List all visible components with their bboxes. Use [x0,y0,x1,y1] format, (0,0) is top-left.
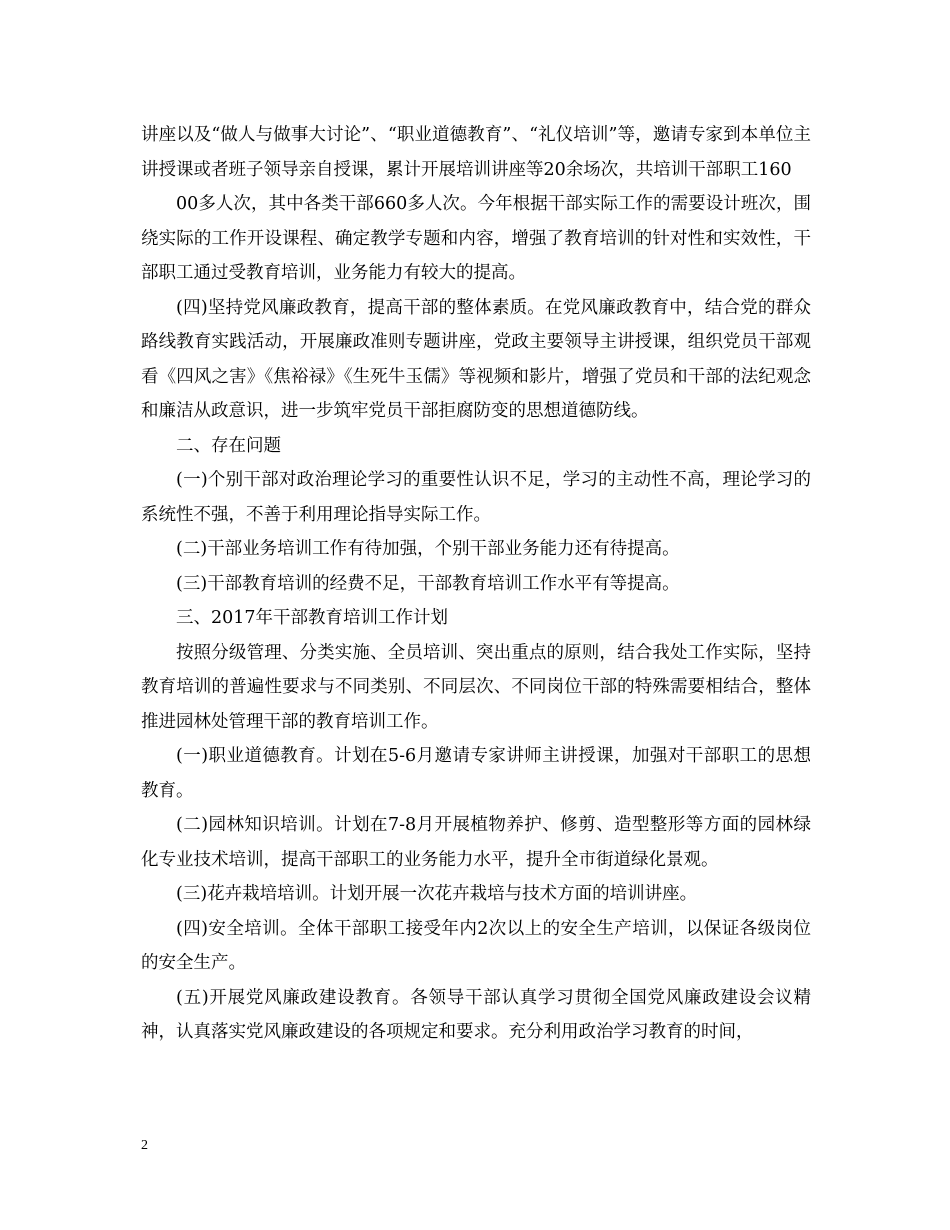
paragraph-plan-ethics: (一)职业道德教育。计划在5-6月邀请专家讲师主讲授课，加强对干部职工的思想教育。 [141,746,811,801]
paragraph-plan-safety: (四)安全培训。全体干部职工接受年内2次以上的安全生产培训，以保证各级岗位的安全生产。 [141,918,811,973]
page-number: 2 [141,1138,148,1153]
paragraph-problem-1: (一)个别干部对政治理论学习的重要性认识不足，学习的主动性不高，理论学习的系统性不强，不善于利用理论指导实际工作。 [141,470,811,525]
paragraph-plan-integrity: (五)开展党风廉政建设教育。各领导干部认真学习贯彻全国党风廉政建设会议精神，认真落实党风廉政建设的各项规定和要求。充分利用政治学习教育的时间， [141,987,811,1042]
paragraph-training-count: 00多人次，其中各类干部660多人次。今年根据干部实际工作的需要设计班次，围绕实际的工作开设课程、确定教学专题和内容，增强了教育培训的针对性和实效性，干部职工通过受教育培训，业务能力有较大的提高。 [141,194,811,283]
paragraph-problem-2: (二)干部业务培训工作有待加强，个别干部业务能力还有待提高。 [176,539,680,559]
paragraph-problem-3: (三)干部教育培训的经费不足，干部教育培训工作水平有等提高。 [176,573,680,594]
heading-existing-problems: 二、存在问题 [176,435,281,456]
document-body [141,118,811,1050]
paragraph-training-lectures: 讲座以及“做人与做事大讨论”、“职业道德教育”、“礼仪培训”等，邀请专家到本单位主讲授课或者班子领导亲自授课，累计开展培训讲座等20余场次，共培训干部职工160 [141,125,811,180]
paragraph-plan-flowers: (三)花卉栽培培训。计划开展一次花卉栽培与技术方面的培训讲座。 [176,884,698,904]
heading-2017-plan: 三、2017年干部教育培训工作计划 [176,608,449,628]
paragraph-plan-principle: 按照分级管理、分类实施、全员培训、突出重点的原则，结合我处工作实际，坚持教育培训的普遍性要求与不同类别、不同层次、不同岗位干部的特殊需要相结合，整体推进园林处管理干部的教育培训工作。 [141,642,811,732]
paragraph-integrity-education: (四)坚持党风廉政教育，提高干部的整体素质。在党风廉政教育中，结合党的群众路线教育实践活动，开展廉政准则专题讲座，党政主要领导主讲授课，组织党员干部观看《四风之害》《焦裕禄》《生死牛玉儒》等视频和影片，增强了党员和干部的法纪观念和廉洁从政意识，进一步筑牢党员干部拒腐防变的思想道德防线。 [141,297,811,421]
paragraph-plan-landscape: (二)园林知识培训。计划在7-8月开展植物养护、修剪、造型整形等方面的园林绿化专业技术培训，提高干部职工的业务能力水平，提升全市街道绿化景观。 [141,815,811,870]
